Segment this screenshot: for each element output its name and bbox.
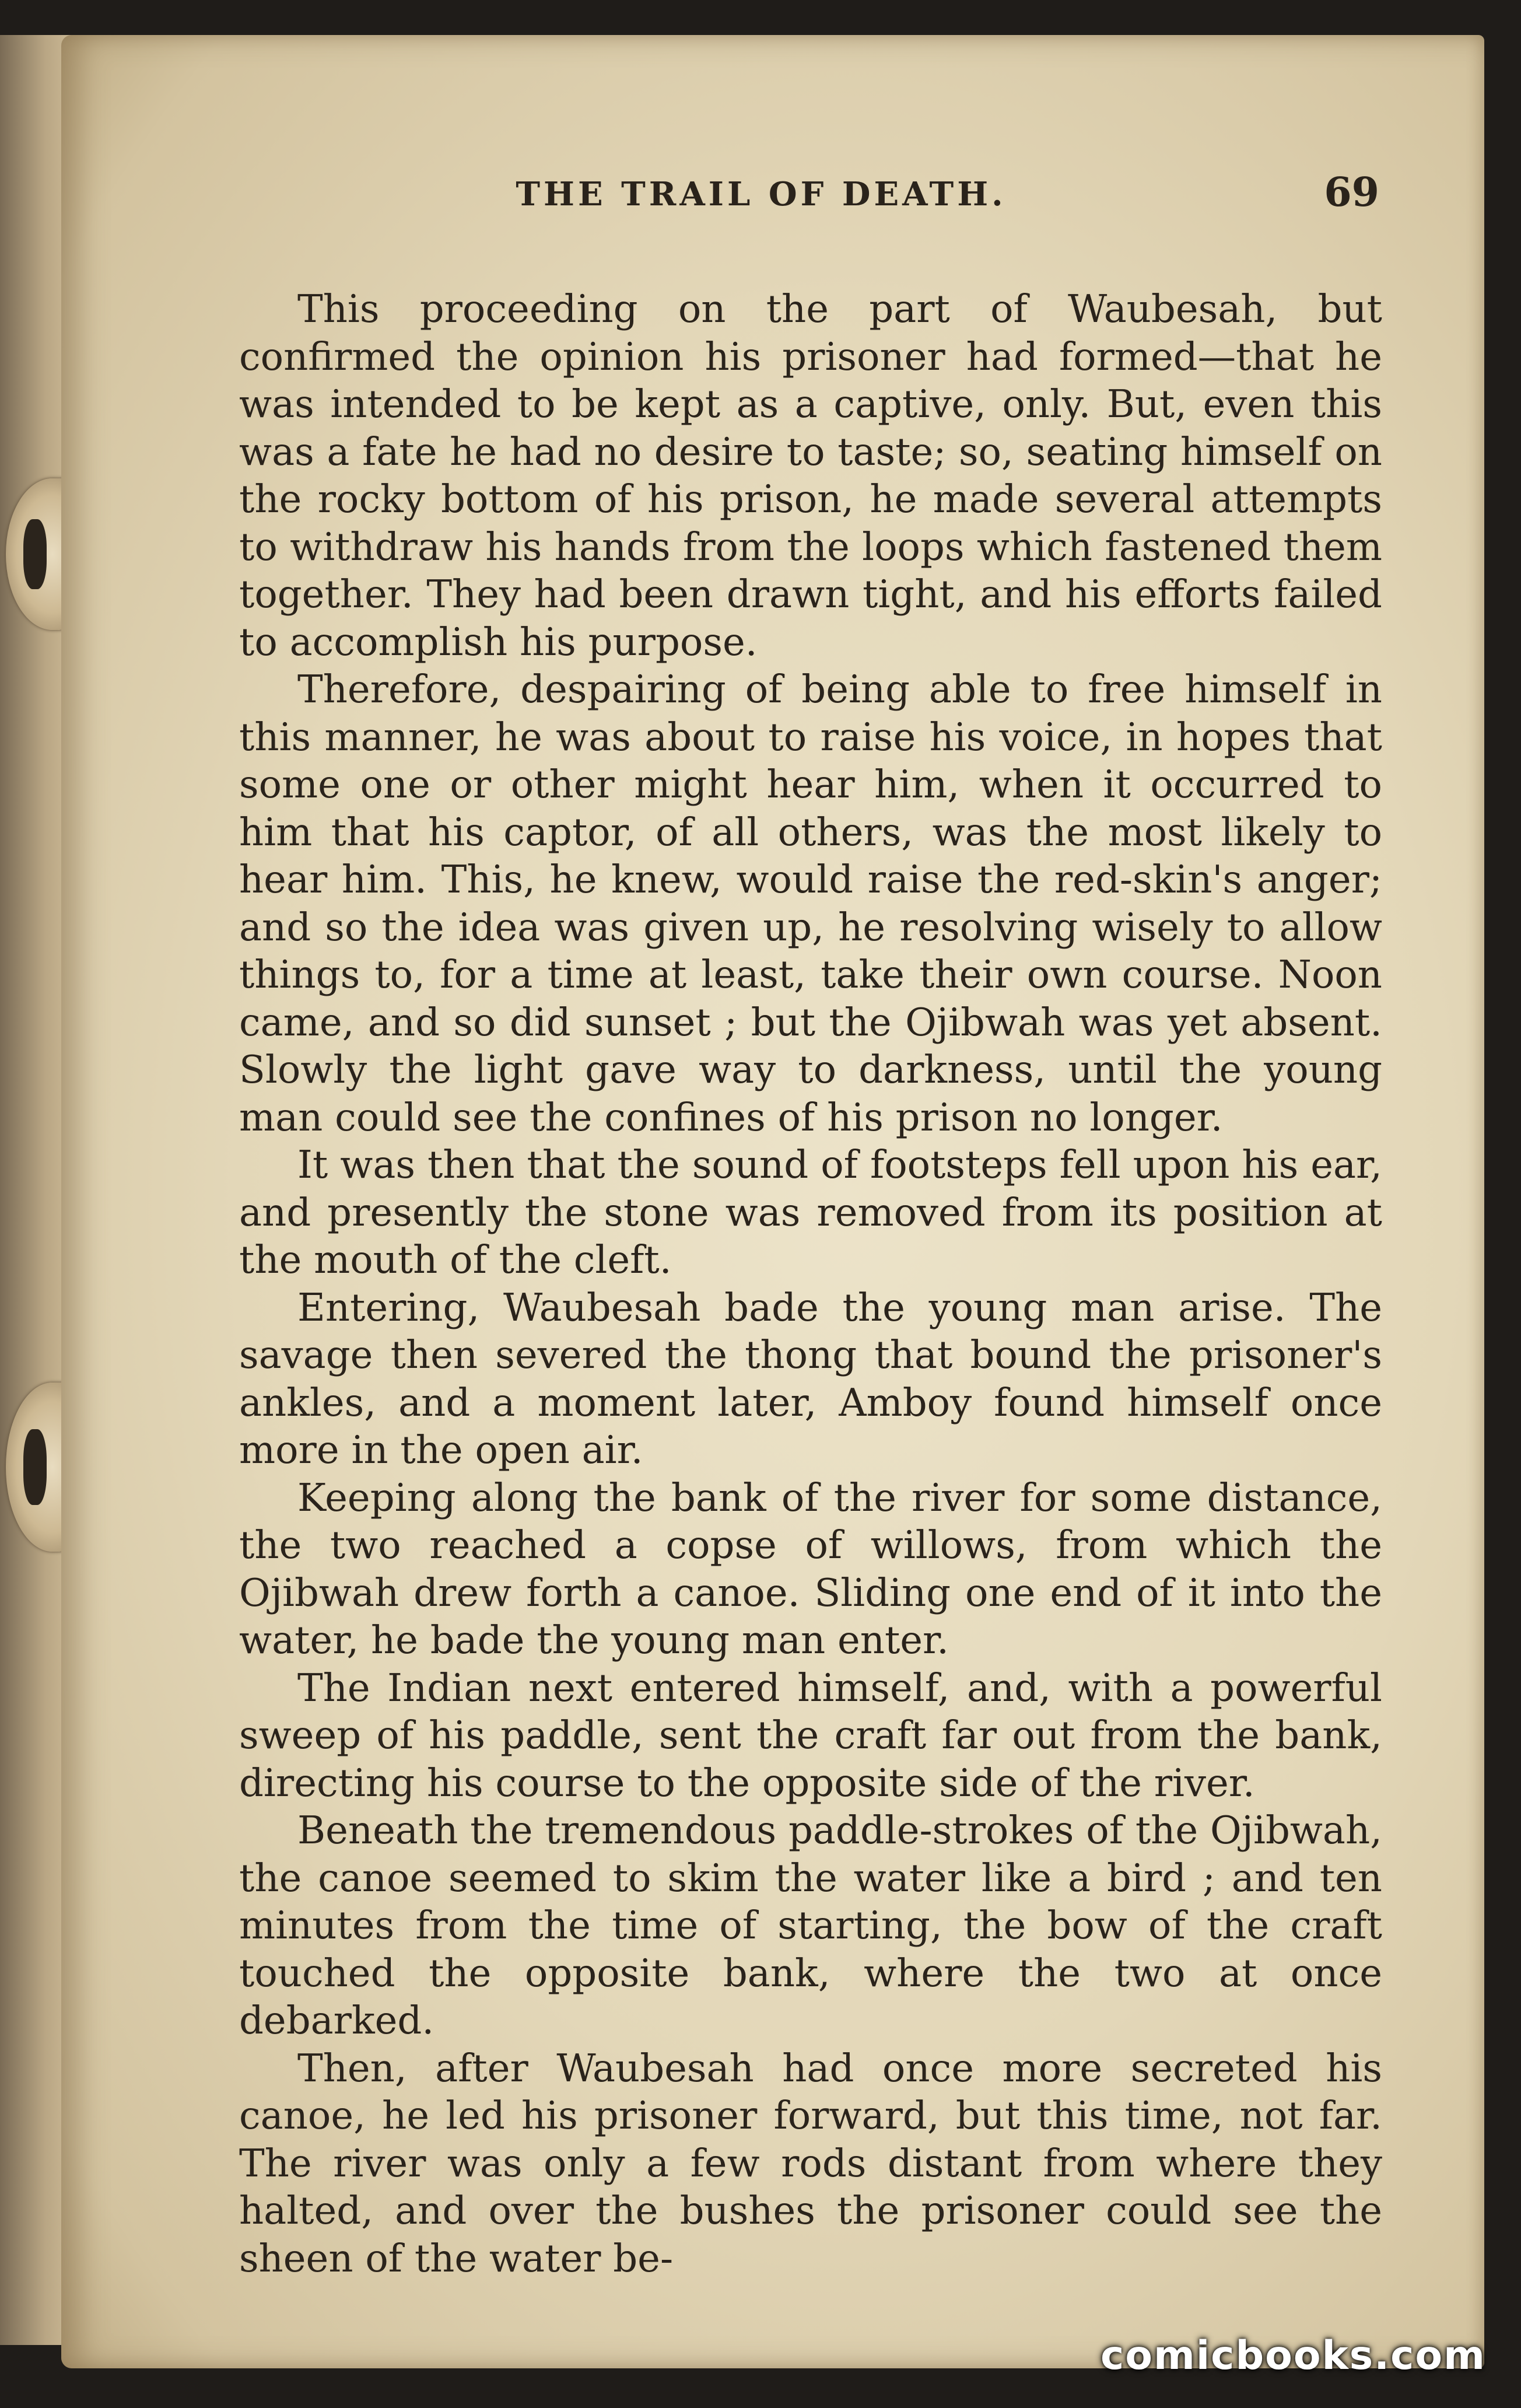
watermark: comicbooks.com (1100, 2333, 1486, 2379)
running-head (469, 169, 1379, 222)
page-number: 69 (1324, 169, 1379, 216)
paragraph: Entering, Waubesah bade the young man arise. The savage then severed the thong that bound the prisoner's ankles, and a moment later, Amboy found himself once more in the open air. (239, 1285, 1382, 1472)
paragraph: The Indian next entered himself, and, with a powerful sweep of his paddle, sent the craft far out from the bank, directing his course to the opposite side of the river. (239, 1665, 1382, 1805)
running-title: THE TRAIL OF DEATH. (516, 175, 1007, 214)
book-page (61, 35, 1484, 2368)
paragraph: Beneath the tremendous paddle-strokes of the Ojibwah, the canoe seemed to skim the water like a bird ; and ten minutes from the time of starting, the bow of the craft touched the opposite bank, where the two at once debarked. (239, 1808, 1382, 2043)
body-text (239, 286, 1382, 2283)
paragraph: Keeping along the bank of the river for some distance, the two reached a copse of willows, from which the Ojibwah drew forth a canoe. Sliding one end of it into the water, he bade the young man enter. (239, 1475, 1382, 1662)
paragraph: It was then that the sound of footsteps fell upon his ear, and presently the stone was removed from its position at the mouth of the cleft. (239, 1143, 1382, 1282)
paragraph: This proceeding on the part of Waubesah, but confirmed the opinion his prisoner had formed—that he was intended to be kept as a captive, only. But, even this was a fate he had no desire to taste; so, seating himself on the rocky bottom of his prison, he made several attempts to withdraw his hands from the loops which fastened them together. They had been drawn tight, and his efforts failed to accomplish his purpose. (239, 287, 1382, 664)
paragraph: Then, after Waubesah had once more secreted his canoe, he led his prisoner forward, but this time, not far. The river was only a few rods distant from where they halted, and over the bushes the prisoner could see the sheen of the water be- (239, 2046, 1382, 2281)
paragraph: Therefore, despairing of being able to free himself in this manner, he was about to raise his voice, in hopes that some one or other might hear him, when it occurred to him that his captor, of all others, was the most likely to hear him. This, he knew, would raise the red-skin's anger; and so the idea was given up, he resolving wisely to allow things to, for a time at least, take their own course. Noon came, and so did sunset ; but the Ojibwah was yet absent. Slowly the light gave way to darkness, until the young man could see the confines of his prison no longer. (239, 667, 1382, 1140)
